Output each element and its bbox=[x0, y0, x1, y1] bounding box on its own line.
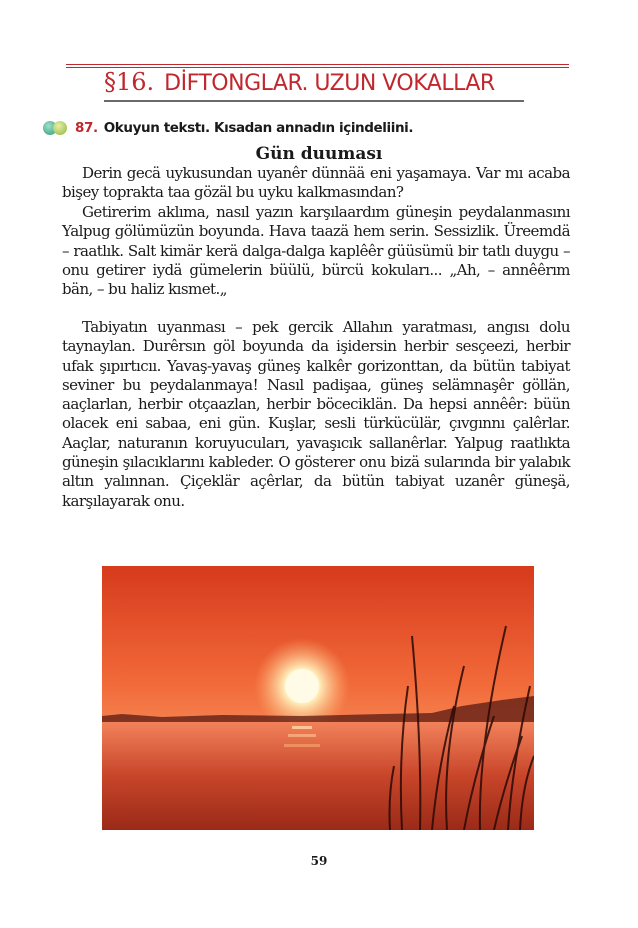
exercise-number: 87. bbox=[75, 120, 98, 136]
header-rule-top bbox=[66, 64, 569, 65]
exercise-text: Okuyun tekstı. Kısadan annadın içindeliini. bbox=[103, 120, 414, 136]
story-title: Gün duuması bbox=[255, 144, 383, 164]
section-heading bbox=[104, 68, 534, 100]
section-underline bbox=[104, 100, 524, 102]
section-number: §16. bbox=[104, 68, 155, 96]
story-paragraph-1: Derin gecä uykusundan uyanêr dünnää eni yaşamaya. Var mı acaba bişey toprakta taa gözäl bu uyku kalkmasından? bbox=[62, 164, 570, 202]
story-paragraph-2: Getirerim aklıma, nasıl yazın karşılaardım güneşin peydalanmasını Yalpug gölümüzün boyunda. Hava taazä hem serin. Sessizlik. Üreemdä – raatlık. Salt kimär kerä dalga-dalga kaplêêr güüsümü bir tatlı duygu – onu getirer iydä gümelerin büülü, bürcü kokuları... „Ah, – annêêrım bän, – bu haliz kısmet.„ bbox=[62, 203, 570, 299]
sunset-over-lake-photo bbox=[102, 566, 534, 830]
section-title: DİFTONGLAR. UZUN VOKALLAR bbox=[164, 71, 495, 96]
story-paragraph-3: Tabiyatın uyanması – pek gercik Allahın yaratması, angısı dolu taynaylan. Durêrsın göl boyunda da işidersin herbir sesçeezi, herbir ufak şıpırtıcıı. Yavaş-yavaş güneş kalkêr gorizonttan, da bütün tabiyat seviner bu peydalanmaya! Nasıl padişaa, güneş selämnaşêr göllän, aaçlarlan, herbir otçaazlan, herbir böceciklän. Da hepsi annêêr: büün olacek eni sabaa, eni gün. Kuşlar, sesli türkücülär, çıvgınnı çalêrlar. Aaçlar, naturanın koruyucuları, yavaşıcık sallanêrlar. Yalpug raatlıkta güneşin şılacıklarını kableder. O gösterer onu bizä sularında bir yalabık altın yalınnan. Çiçeklär açêrlar, da bütün tabiyat uzanêr güneşä, karşılayarak onu. bbox=[62, 318, 570, 510]
page-number: 59 bbox=[310, 854, 328, 868]
exercise-bubbles-icon bbox=[43, 121, 71, 135]
exercise-instruction bbox=[43, 118, 413, 138]
